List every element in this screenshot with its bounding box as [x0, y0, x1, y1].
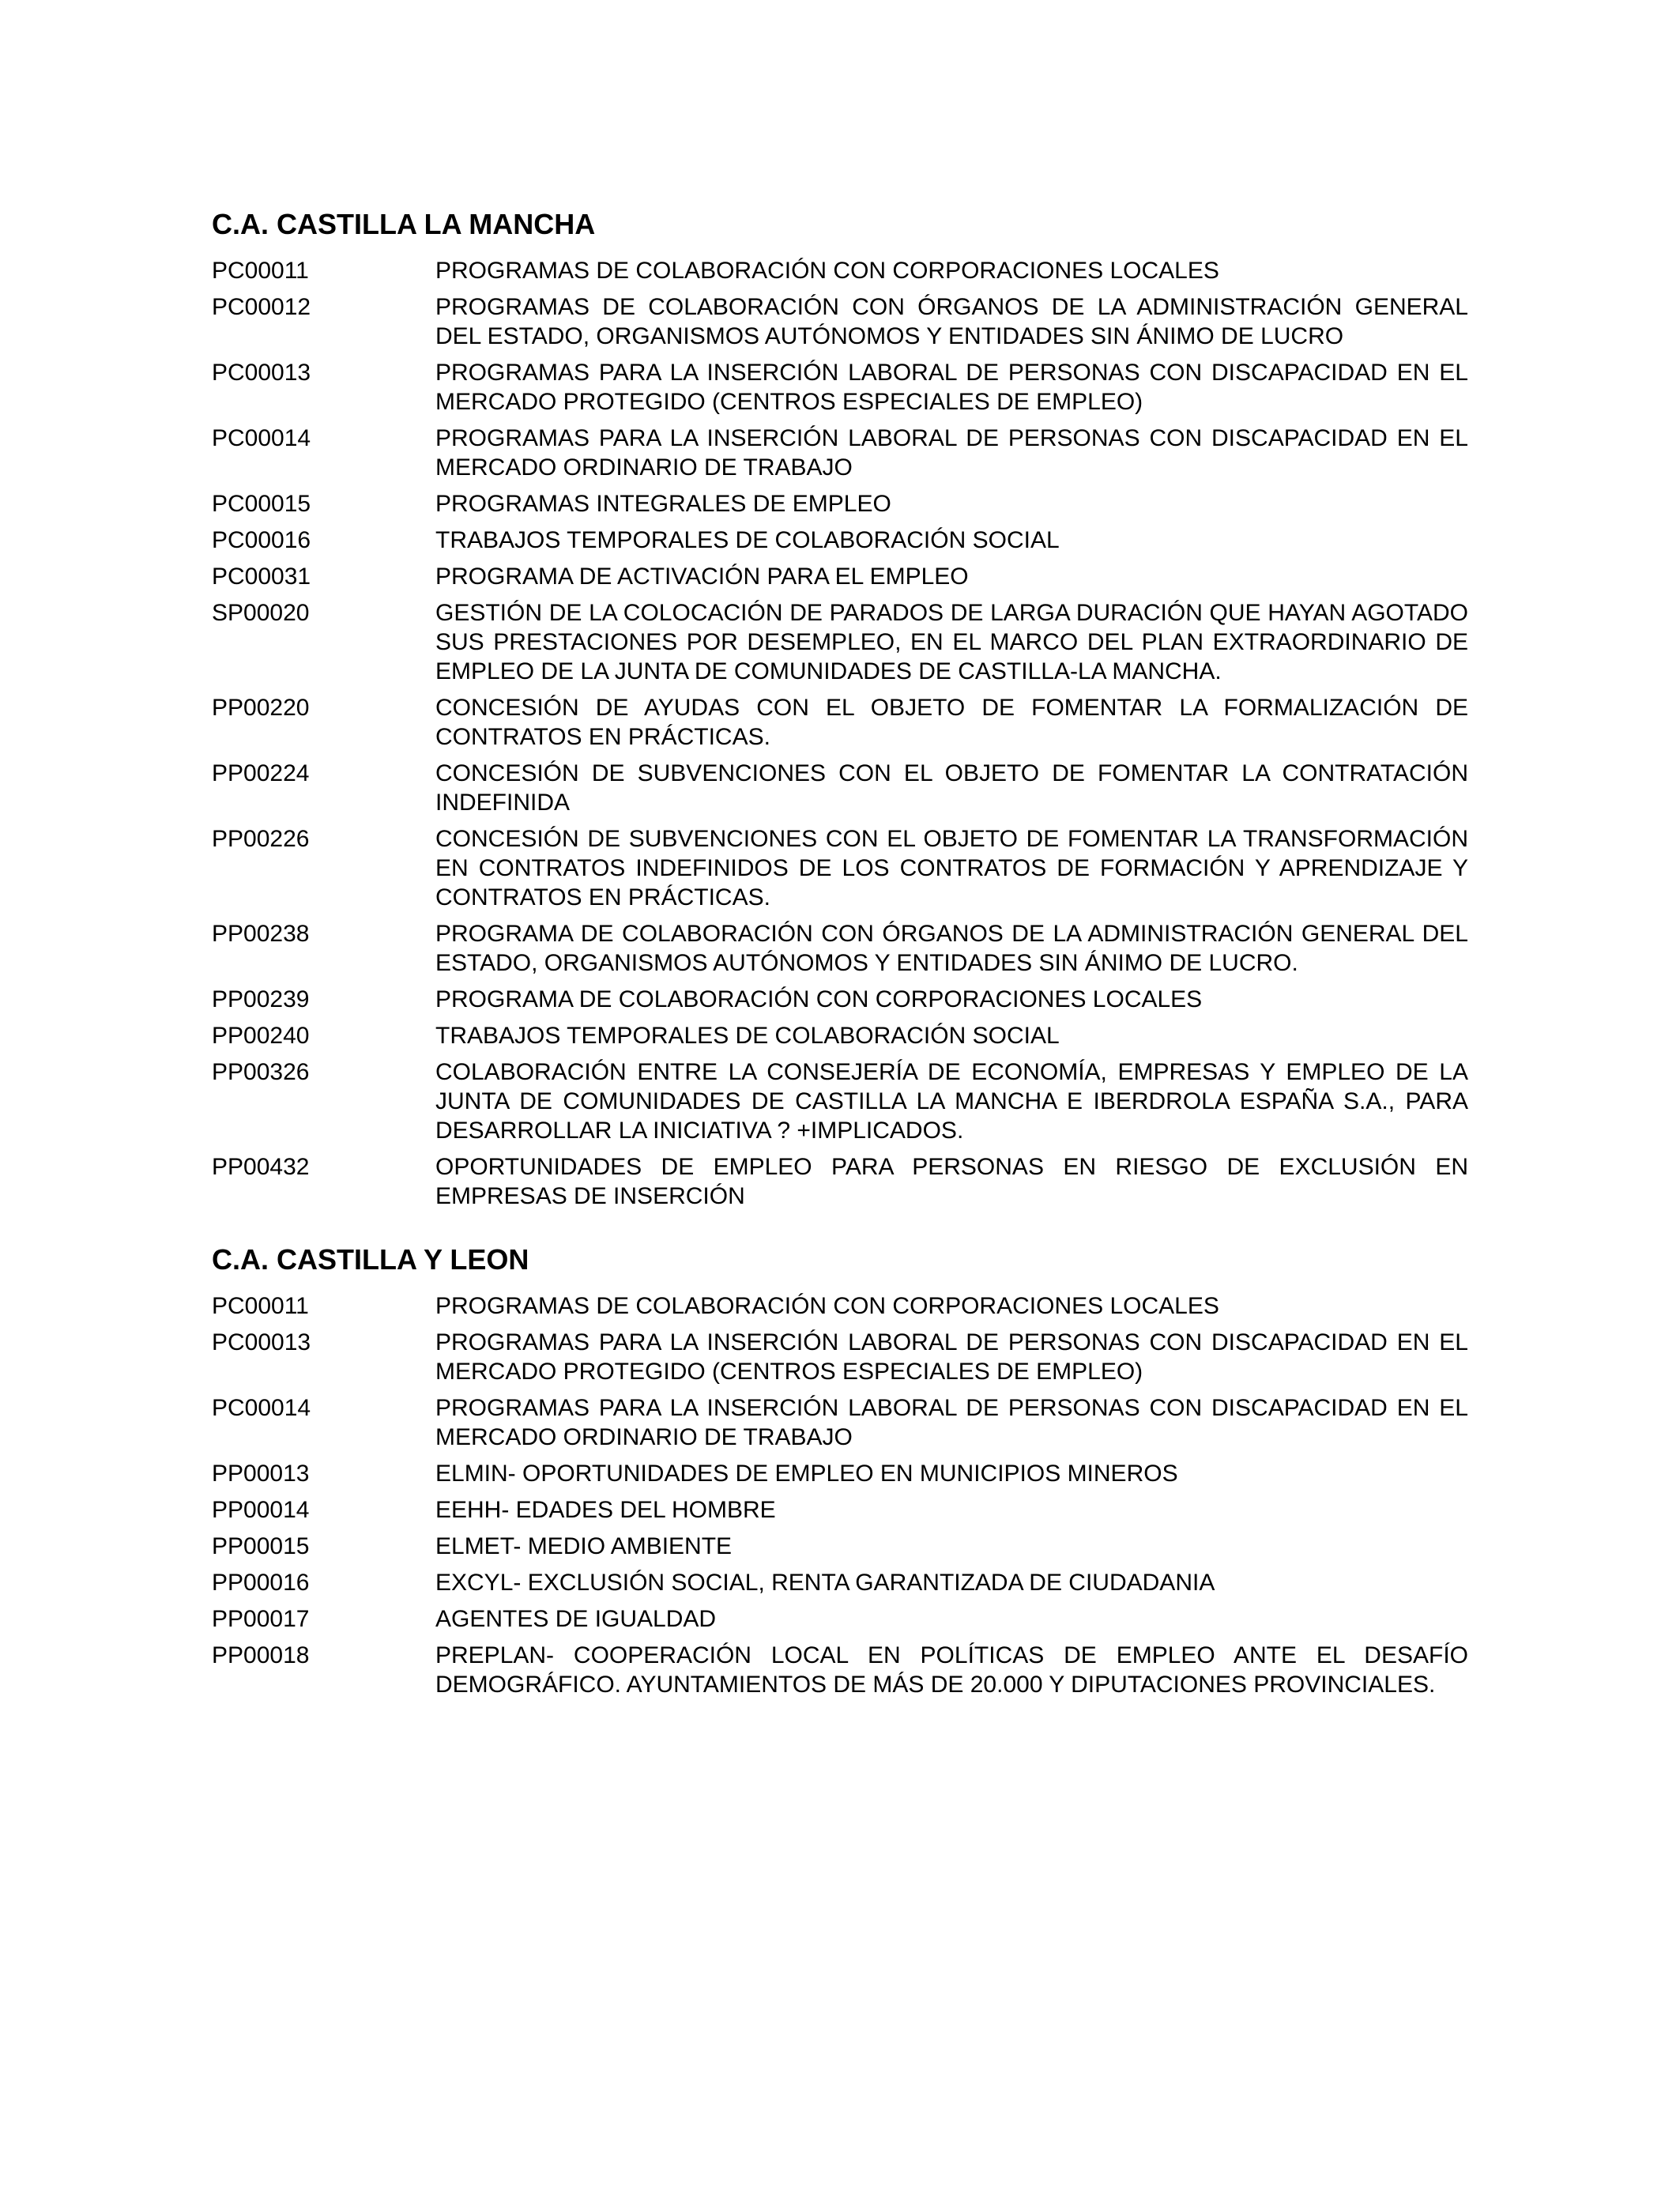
program-code: PP00018	[212, 1642, 310, 1668]
program-description: CONCESIÓN DE SUBVENCIONES CON EL OBJETO DE FOMENTAR LA TRANSFORMACIÓN EN CONTRATOS INDEFINIDOS DE LOS CONTRATOS DE FORMACIÓN Y APRENDIZAJE Y CONTRATOS EN PRÁCTICAS.	[435, 826, 1468, 910]
program-description: PROGRAMAS PARA LA INSERCIÓN LABORAL DE PERSONAS CON DISCAPACIDAD EN EL MERCADO PROTEGIDO (CENTROS ESPECIALES DE EMPLEO)	[435, 1329, 1468, 1385]
program-description: ELMET- MEDIO AMBIENTE	[435, 1533, 733, 1559]
program-code: PC00013	[212, 1329, 311, 1355]
program-code: PP00015	[212, 1533, 310, 1559]
program-description: CONCESIÓN DE SUBVENCIONES CON EL OBJETO DE FOMENTAR LA CONTRATACIÓN INDEFINIDA	[435, 760, 1468, 816]
program-code: PC00013	[212, 360, 311, 386]
list-item	[212, 1459, 1468, 1488]
program-description: EEHH- EDADES DEL HOMBRE	[435, 1497, 776, 1523]
program-description: OPORTUNIDADES DE EMPLEO PARA PERSONAS EN RIESGO DE EXCLUSIÓN EN EMPRESAS DE INSERCIÓN	[435, 1154, 1468, 1209]
section-castilla-la-mancha	[212, 207, 1468, 1211]
program-code: PC00011	[212, 1293, 309, 1319]
list-item	[212, 759, 1468, 817]
program-description: GESTIÓN DE LA COLOCACIÓN DE PARADOS DE LARGA DURACIÓN QUE HAYAN AGOTADO SUS PRESTACIONES POR DESEMPLEO, EN EL MARCO DEL PLAN EXTRAORDINARIO DE EMPLEO DE LA JUNTA DE COMUNIDADES DE CASTILLA-LA MANCHA.	[435, 600, 1468, 684]
section-title: C.A. CASTILLA Y LEON	[212, 1243, 529, 1276]
program-code: PC00014	[212, 1395, 311, 1421]
section-title: C.A. CASTILLA LA MANCHA	[212, 208, 596, 240]
list-item	[212, 693, 1468, 752]
program-description: CONCESIÓN DE AYUDAS CON EL OBJETO DE FOMENTAR LA FORMALIZACIÓN DE CONTRATOS EN PRÁCTICAS.	[435, 695, 1468, 750]
program-description: PROGRAMA DE COLABORACIÓN CON CORPORACIONES LOCALES	[435, 986, 1203, 1012]
list-item	[212, 489, 1468, 518]
program-code: PC00014	[212, 425, 311, 451]
list-item	[212, 1021, 1468, 1050]
program-description: PROGRAMAS DE COLABORACIÓN CON CORPORACIONES LOCALES	[435, 258, 1219, 284]
section-castilla-y-leon	[212, 1242, 1468, 1699]
program-code: PP00432	[212, 1154, 310, 1180]
program-description: COLABORACIÓN ENTRE LA CONSEJERÍA DE ECONOMÍA, EMPRESAS Y EMPLEO DE LA JUNTA DE COMUNIDADES DE CASTILLA LA MANCHA E IBERDROLA ESPAÑA S.A., PARA DESARROLLAR LA INICIATIVA ? +IMPLICADOS.	[435, 1059, 1468, 1144]
list-item	[212, 1641, 1468, 1699]
program-description: PROGRAMAS DE COLABORACIÓN CON CORPORACIONES LOCALES	[435, 1293, 1219, 1319]
list-item	[212, 1393, 1468, 1452]
program-code: PP00240	[212, 1023, 310, 1049]
list-item	[212, 598, 1468, 686]
program-description: TRABAJOS TEMPORALES DE COLABORACIÓN SOCIAL	[435, 1023, 1060, 1049]
program-description: EXCYL- EXCLUSIÓN SOCIAL, RENTA GARANTIZADA DE CIUDADANIA	[435, 1570, 1215, 1596]
list-item	[212, 562, 1468, 591]
program-code: PP00226	[212, 826, 310, 852]
program-description: ELMIN- OPORTUNIDADES DE EMPLEO EN MUNICIPIOS MINEROS	[435, 1461, 1178, 1487]
program-code: PP00016	[212, 1570, 310, 1596]
program-code: PC00012	[212, 294, 311, 320]
list-item	[212, 358, 1468, 417]
program-description: PROGRAMAS PARA LA INSERCIÓN LABORAL DE PERSONAS CON DISCAPACIDAD EN EL MERCADO ORDINARIO DE TRABAJO	[435, 425, 1468, 481]
list-item	[212, 1495, 1468, 1525]
list-item	[212, 919, 1468, 978]
program-code: SP00020	[212, 600, 310, 626]
program-description: PROGRAMA DE ACTIVACIÓN PARA EL EMPLEO	[435, 564, 969, 590]
list-item	[212, 1532, 1468, 1561]
program-code: PP00224	[212, 760, 310, 786]
program-description: TRABAJOS TEMPORALES DE COLABORACIÓN SOCIAL	[435, 527, 1060, 553]
program-code: PC00015	[212, 491, 311, 517]
program-description: PROGRAMAS PARA LA INSERCIÓN LABORAL DE PERSONAS CON DISCAPACIDAD EN EL MERCADO PROTEGIDO (CENTROS ESPECIALES DE EMPLEO)	[435, 360, 1468, 415]
list-item	[212, 985, 1468, 1014]
list-item	[212, 256, 1468, 285]
program-description: PREPLAN- COOPERACIÓN LOCAL EN POLÍTICAS DE EMPLEO ANTE EL DESAFÍO DEMOGRÁFICO. AYUNTAMIENTOS DE MÁS DE 20.000 Y DIPUTACIONES PROVINCIALES.	[435, 1642, 1468, 1698]
program-code: PP00238	[212, 921, 310, 947]
document-page	[212, 207, 1468, 1706]
program-code: PP00013	[212, 1461, 310, 1487]
list-item	[212, 292, 1468, 351]
list-item	[212, 424, 1468, 482]
program-code: PP00239	[212, 986, 310, 1012]
list-item	[212, 1291, 1468, 1321]
list-item	[212, 1152, 1468, 1211]
program-code: PP00326	[212, 1059, 310, 1085]
program-description: PROGRAMAS DE COLABORACIÓN CON ÓRGANOS DE LA ADMINISTRACIÓN GENERAL DEL ESTADO, ORGANISMOS AUTÓNOMOS Y ENTIDADES SIN ÁNIMO DE LUCRO	[435, 294, 1468, 349]
program-code: PP00014	[212, 1497, 310, 1523]
program-description: PROGRAMAS INTEGRALES DE EMPLEO	[435, 491, 891, 517]
program-code: PC00011	[212, 258, 309, 284]
program-code: PP00017	[212, 1606, 310, 1632]
program-description: AGENTES DE IGUALDAD	[435, 1606, 717, 1632]
program-code: PC00031	[212, 564, 311, 590]
list-item	[212, 526, 1468, 555]
list-item	[212, 1604, 1468, 1634]
program-description: PROGRAMAS PARA LA INSERCIÓN LABORAL DE PERSONAS CON DISCAPACIDAD EN EL MERCADO ORDINARIO DE TRABAJO	[435, 1395, 1468, 1450]
program-code: PC00016	[212, 527, 311, 553]
program-description: PROGRAMA DE COLABORACIÓN CON ÓRGANOS DE LA ADMINISTRACIÓN GENERAL DEL ESTADO, ORGANISMOS AUTÓNOMOS Y ENTIDADES SIN ÁNIMO DE LUCRO.	[435, 921, 1468, 976]
program-code: PP00220	[212, 695, 310, 721]
list-item	[212, 1057, 1468, 1145]
list-item	[212, 824, 1468, 912]
list-item	[212, 1328, 1468, 1386]
list-item	[212, 1568, 1468, 1597]
